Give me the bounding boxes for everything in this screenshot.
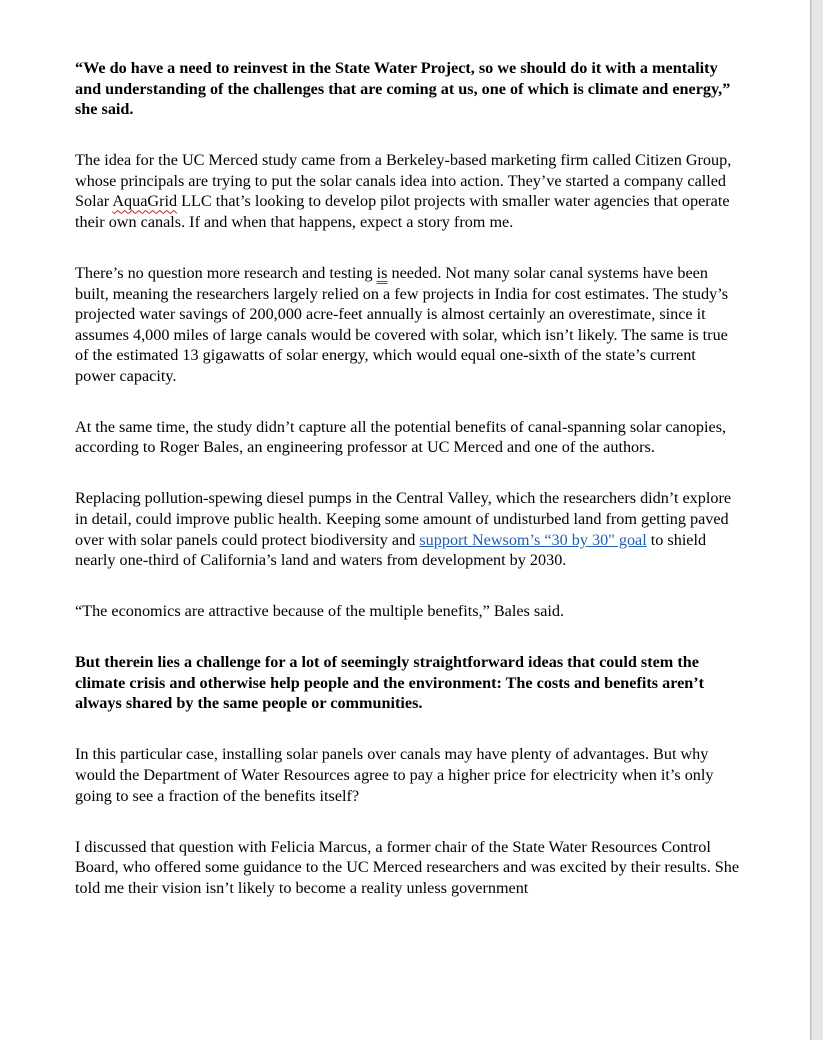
spelling-flagged-word[interactable]: AquaGrid (112, 192, 178, 211)
paragraph-diesel-pumps (75, 488, 740, 570)
paragraph-text-after: needed. Not many solar canal systems have been built, meaning the researchers largely relied on a few projects in India for cost estimates. The study’s projected water savings of 200,000 acre-feet annually is almost certainly an overestimate, since it assumes 4,000 miles of large canals would be covered with solar, which isn’t likely. The same is true of the estimated 13 gigawatts of solar energy, which would equal one-sixth of the state’s current power capacity. (75, 263, 728, 385)
paragraph-felicia-marcus: I discussed that question with Felicia Marcus, a former chair of the State Water Resources Control Board, who offered some guidance to the UC Merced researchers and was excited by their results. She told me their vision isn’t likely to become a reality unless government (75, 837, 740, 897)
paragraph-text-before: There’s no question more research and testing (75, 263, 377, 282)
paragraph-uc-merced-study (75, 150, 740, 232)
paragraph-text-before: The idea for the UC Merced study came from a Berkeley-based marketing firm called Citizen Group, whose principals are trying to put the solar canals idea into action. They’ve started a company called Solar (75, 151, 732, 211)
document-body[interactable] (75, 58, 740, 929)
paragraph-quote-reinvest: “We do have a need to reinvest in the State Water Project, so we should do it with a mentality and understanding of the challenges that are coming at us, one of which is climate and energy,” she said. (75, 59, 731, 119)
paragraph-same-time: At the same time, the study didn’t capture all the potential benefits of canal-spanning solar canopies, according to Roger Bales, an engineering professor at UC Merced and one of the authors. (75, 417, 727, 457)
window-gutter (812, 0, 823, 1040)
paragraph-text-after: LLC that’s looking to develop pilot projects with smaller water agencies that operate their own canals. If and when that happens, expect a story from me. (75, 192, 730, 231)
paragraph-therein-challenge: But therein lies a challenge for a lot of seemingly straightforward ideas that could stem the climate crisis and otherwise help people and the environment: The costs and benefits aren’t always shared by the same people or communities. (75, 653, 705, 713)
grammar-flagged-word[interactable]: is (376, 263, 388, 282)
paragraph-more-research (75, 263, 740, 387)
paragraph-text-after: to shield nearly one-third of California’s land and waters from development by 2030. (75, 530, 707, 570)
paragraph-text-before: Replacing pollution-spewing diesel pumps in the Central Valley, which the researchers didn’t explore in detail, could improve public health. Keeping some amount of undisturbed land from getting paved over with solar panels could protect biodiversity and (75, 489, 732, 549)
paragraph-bales-quote: “The economics are attractive because of the multiple benefits,” Bales said. (75, 602, 565, 621)
paragraph-particular-case: In this particular case, installing solar panels over canals may have plenty of advantages. But why would the Department of Water Resources agree to pay a higher price for electricity when it’s only going to see a fraction of the benefits itself? (75, 745, 714, 805)
newsom-30-by-30-link[interactable]: support Newsom’s “30 by 30" goal (419, 530, 647, 549)
